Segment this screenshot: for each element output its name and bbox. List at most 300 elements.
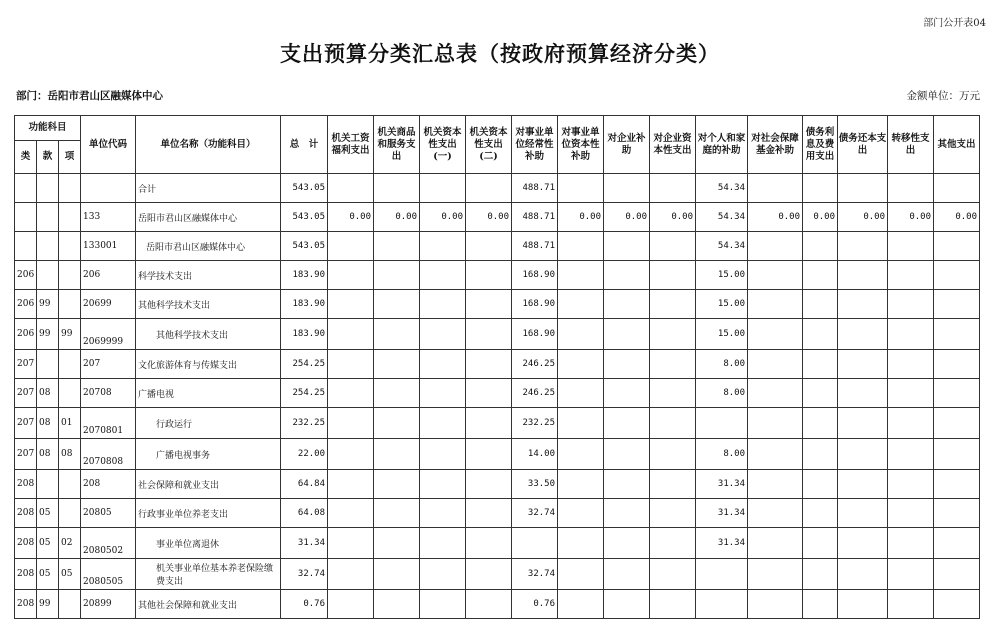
total-cell: 232.25 xyxy=(281,408,328,439)
value-cell xyxy=(650,290,696,319)
value-cell xyxy=(748,290,803,319)
table-row xyxy=(15,499,980,528)
column-header: 转移性支出 xyxy=(888,116,934,174)
value-cell: 0.00 xyxy=(888,203,934,232)
kuan-cell: 05 xyxy=(37,559,59,590)
value-cell xyxy=(420,379,466,408)
department-label: 部门：岳阳市君山区融媒体中心 xyxy=(16,90,163,102)
lei-cell: 206 xyxy=(15,261,37,290)
value-cell xyxy=(838,559,888,590)
value-cell xyxy=(558,408,604,439)
xiang-cell xyxy=(59,203,81,232)
table-row xyxy=(15,350,980,379)
value-cell xyxy=(748,499,803,528)
value-cell: 32.74 xyxy=(512,499,558,528)
kuan-cell xyxy=(37,261,59,290)
value-cell: 246.25 xyxy=(512,379,558,408)
value-cell xyxy=(748,350,803,379)
column-header: 机关资本性支出(一) xyxy=(420,116,466,174)
code-cell: 2070801 xyxy=(81,408,136,439)
value-cell xyxy=(328,499,374,528)
value-cell xyxy=(934,439,980,470)
value-cell xyxy=(803,408,838,439)
value-cell xyxy=(420,499,466,528)
value-cell xyxy=(374,379,420,408)
value-cell: 0.76 xyxy=(512,590,558,619)
value-cell xyxy=(803,439,838,470)
value-cell xyxy=(604,499,650,528)
value-cell xyxy=(888,261,934,290)
value-cell xyxy=(650,350,696,379)
value-cell xyxy=(934,290,980,319)
value-cell xyxy=(374,590,420,619)
value-cell: 0.00 xyxy=(420,203,466,232)
value-cell xyxy=(838,528,888,559)
value-cell xyxy=(374,499,420,528)
table-row xyxy=(15,261,980,290)
value-cell xyxy=(934,470,980,499)
value-cell xyxy=(420,174,466,203)
value-cell xyxy=(934,528,980,559)
xiang-cell xyxy=(59,261,81,290)
value-cell xyxy=(748,528,803,559)
value-cell xyxy=(803,174,838,203)
code-cell: 20699 xyxy=(81,290,136,319)
value-cell xyxy=(466,499,512,528)
value-cell: 33.50 xyxy=(512,470,558,499)
value-cell xyxy=(420,470,466,499)
value-cell xyxy=(328,232,374,261)
kuan-cell: 08 xyxy=(37,408,59,439)
kuan-cell: 08 xyxy=(37,439,59,470)
value-cell xyxy=(420,408,466,439)
value-cell xyxy=(803,232,838,261)
value-cell xyxy=(558,499,604,528)
value-cell xyxy=(888,499,934,528)
value-cell xyxy=(558,232,604,261)
total-cell: 543.05 xyxy=(281,232,328,261)
name-cell: 合计 xyxy=(136,174,281,203)
lei-cell: 207 xyxy=(15,379,37,408)
value-cell xyxy=(328,590,374,619)
value-cell: 0.00 xyxy=(558,203,604,232)
value-cell xyxy=(748,261,803,290)
page-title: 支出预算分类汇总表（按政府预算经济分类） xyxy=(280,41,720,66)
name-cell: 其他科学技术支出 xyxy=(136,319,281,350)
total-cell: 254.25 xyxy=(281,379,328,408)
value-cell xyxy=(748,408,803,439)
value-cell xyxy=(650,559,696,590)
lei-cell: 208 xyxy=(15,499,37,528)
value-cell: 0.00 xyxy=(604,203,650,232)
code-cell: 2080505 xyxy=(81,559,136,590)
value-cell xyxy=(558,174,604,203)
value-cell: 0.00 xyxy=(328,203,374,232)
value-cell xyxy=(374,470,420,499)
value-cell xyxy=(420,439,466,470)
value-cell xyxy=(888,470,934,499)
value-cell xyxy=(374,559,420,590)
value-cell xyxy=(604,379,650,408)
name-cell: 文化旅游体育与传媒支出 xyxy=(136,350,281,379)
name-cell: 机关事业单位基本养老保险缴费支出 xyxy=(136,559,281,590)
total-cell: 543.05 xyxy=(281,203,328,232)
value-cell xyxy=(558,290,604,319)
value-cell xyxy=(604,232,650,261)
value-cell xyxy=(838,590,888,619)
code-cell: 20899 xyxy=(81,590,136,619)
value-cell xyxy=(374,319,420,350)
value-cell xyxy=(374,350,420,379)
lei-cell: 206 xyxy=(15,319,37,350)
column-header: 对事业单位资本性补助 xyxy=(558,116,604,174)
value-cell xyxy=(650,379,696,408)
value-cell xyxy=(696,559,748,590)
value-cell xyxy=(803,379,838,408)
value-cell xyxy=(558,379,604,408)
xiang-cell: 05 xyxy=(59,559,81,590)
value-cell xyxy=(748,590,803,619)
kuan-cell xyxy=(37,350,59,379)
value-cell: 31.34 xyxy=(696,470,748,499)
value-cell xyxy=(838,261,888,290)
value-cell xyxy=(604,290,650,319)
value-cell xyxy=(888,350,934,379)
total-cell: 254.25 xyxy=(281,350,328,379)
value-cell xyxy=(838,290,888,319)
lei-header: 类 xyxy=(15,141,37,174)
functional-subject-header: 功能科目 xyxy=(15,116,81,141)
table-row xyxy=(15,379,980,408)
value-cell xyxy=(650,590,696,619)
value-cell xyxy=(558,559,604,590)
value-cell: 15.00 xyxy=(696,319,748,350)
name-cell: 行政运行 xyxy=(136,408,281,439)
value-cell xyxy=(888,290,934,319)
value-cell: 8.00 xyxy=(696,350,748,379)
value-cell xyxy=(374,174,420,203)
value-cell xyxy=(420,590,466,619)
column-header: 其他支出 xyxy=(934,116,980,174)
value-cell xyxy=(466,379,512,408)
value-cell xyxy=(838,470,888,499)
value-cell xyxy=(466,528,512,559)
xiang-header: 项 xyxy=(59,141,81,174)
lei-cell: 207 xyxy=(15,408,37,439)
value-cell xyxy=(328,350,374,379)
value-cell xyxy=(934,232,980,261)
table-row xyxy=(15,232,980,261)
code-cell: 2069999 xyxy=(81,319,136,350)
value-cell xyxy=(650,319,696,350)
value-cell: 14.00 xyxy=(512,439,558,470)
value-cell xyxy=(650,261,696,290)
column-header: 机关资本性支出(二) xyxy=(466,116,512,174)
name-cell: 广播电视 xyxy=(136,379,281,408)
value-cell xyxy=(328,470,374,499)
value-cell: 0.00 xyxy=(466,203,512,232)
value-cell xyxy=(748,439,803,470)
table-row xyxy=(15,470,980,499)
value-cell xyxy=(803,590,838,619)
value-cell xyxy=(466,439,512,470)
value-cell: 0.00 xyxy=(374,203,420,232)
value-cell: 488.71 xyxy=(512,232,558,261)
column-header: 对企业资本性支出 xyxy=(650,116,696,174)
code-cell: 2080502 xyxy=(81,528,136,559)
value-cell xyxy=(328,290,374,319)
value-cell xyxy=(803,350,838,379)
value-cell xyxy=(934,350,980,379)
value-cell xyxy=(696,590,748,619)
value-cell xyxy=(838,499,888,528)
value-cell: 15.00 xyxy=(696,261,748,290)
value-cell xyxy=(888,174,934,203)
value-cell xyxy=(466,408,512,439)
code-cell: 2070808 xyxy=(81,439,136,470)
value-cell: 0.00 xyxy=(748,203,803,232)
value-cell xyxy=(888,232,934,261)
value-cell xyxy=(558,439,604,470)
table-row xyxy=(15,408,980,439)
value-cell xyxy=(420,528,466,559)
value-cell xyxy=(558,590,604,619)
kuan-cell xyxy=(37,203,59,232)
value-cell xyxy=(803,528,838,559)
kuan-cell xyxy=(37,470,59,499)
value-cell xyxy=(934,499,980,528)
value-cell xyxy=(803,290,838,319)
value-cell xyxy=(604,590,650,619)
code-cell: 133001 xyxy=(81,232,136,261)
name-cell: 岳阳市君山区融媒体中心 xyxy=(136,203,281,232)
total-cell: 543.05 xyxy=(281,174,328,203)
value-cell xyxy=(650,499,696,528)
total-cell: 32.74 xyxy=(281,559,328,590)
value-cell xyxy=(420,350,466,379)
value-cell xyxy=(604,261,650,290)
total-cell: 64.84 xyxy=(281,470,328,499)
value-cell: 0.00 xyxy=(838,203,888,232)
total-cell: 183.90 xyxy=(281,319,328,350)
value-cell: 54.34 xyxy=(696,174,748,203)
value-cell: 8.00 xyxy=(696,439,748,470)
xiang-cell xyxy=(59,174,81,203)
column-header: 债务还本支出 xyxy=(838,116,888,174)
value-cell: 246.25 xyxy=(512,350,558,379)
table-row xyxy=(15,319,980,350)
column-header: 机关商品和服务支出 xyxy=(374,116,420,174)
value-cell: 0.00 xyxy=(650,203,696,232)
value-cell xyxy=(838,319,888,350)
code-cell: 133 xyxy=(81,203,136,232)
value-cell: 168.90 xyxy=(512,261,558,290)
value-cell xyxy=(748,470,803,499)
value-cell xyxy=(696,408,748,439)
value-cell xyxy=(466,232,512,261)
value-cell: 168.90 xyxy=(512,319,558,350)
name-cell: 社会保障和就业支出 xyxy=(136,470,281,499)
value-cell: 232.25 xyxy=(512,408,558,439)
kuan-cell xyxy=(37,174,59,203)
name-cell: 行政事业单位养老支出 xyxy=(136,499,281,528)
value-cell: 31.34 xyxy=(696,499,748,528)
value-cell xyxy=(604,319,650,350)
value-cell xyxy=(604,408,650,439)
value-cell xyxy=(888,439,934,470)
kuan-cell: 99 xyxy=(37,319,59,350)
value-cell xyxy=(803,559,838,590)
value-cell xyxy=(328,174,374,203)
value-cell xyxy=(888,559,934,590)
value-cell xyxy=(934,408,980,439)
value-cell xyxy=(838,232,888,261)
table-row xyxy=(15,439,980,470)
value-cell xyxy=(558,528,604,559)
value-cell xyxy=(558,350,604,379)
table-row xyxy=(15,528,980,559)
name-cell: 岳阳市君山区融媒体中心 xyxy=(136,232,281,261)
total-cell: 31.34 xyxy=(281,528,328,559)
value-cell xyxy=(604,528,650,559)
value-cell: 8.00 xyxy=(696,379,748,408)
value-cell: 15.00 xyxy=(696,290,748,319)
total-cell: 22.00 xyxy=(281,439,328,470)
kuan-header: 款 xyxy=(37,141,59,174)
value-cell xyxy=(748,559,803,590)
value-cell: 488.71 xyxy=(512,203,558,232)
column-header: 对个人和家庭的补助 xyxy=(696,116,748,174)
column-header: 对事业单位经常性补助 xyxy=(512,116,558,174)
value-cell: 0.00 xyxy=(803,203,838,232)
value-cell: 32.74 xyxy=(512,559,558,590)
value-cell xyxy=(420,261,466,290)
code-cell: 207 xyxy=(81,350,136,379)
form-tag: 部门公开表04 xyxy=(923,18,986,29)
value-cell xyxy=(558,470,604,499)
value-cell: 31.34 xyxy=(696,528,748,559)
value-cell xyxy=(374,439,420,470)
lei-cell: 207 xyxy=(15,350,37,379)
column-header: 债务利息及费用支出 xyxy=(803,116,838,174)
value-cell xyxy=(466,350,512,379)
kuan-cell xyxy=(37,232,59,261)
xiang-cell: 99 xyxy=(59,319,81,350)
value-cell xyxy=(650,232,696,261)
lei-cell: 208 xyxy=(15,528,37,559)
value-cell xyxy=(328,261,374,290)
lei-cell xyxy=(15,203,37,232)
value-cell xyxy=(420,559,466,590)
value-cell xyxy=(748,232,803,261)
unit-code-header: 单位代码 xyxy=(81,116,136,174)
unit-label: 金额单位：万元 xyxy=(906,90,980,102)
value-cell xyxy=(466,559,512,590)
value-cell: 0.00 xyxy=(934,203,980,232)
value-cell xyxy=(374,290,420,319)
value-cell xyxy=(420,290,466,319)
code-cell: 20805 xyxy=(81,499,136,528)
value-cell xyxy=(748,379,803,408)
value-cell xyxy=(466,470,512,499)
value-cell xyxy=(328,559,374,590)
value-cell xyxy=(604,350,650,379)
value-cell xyxy=(604,174,650,203)
value-cell xyxy=(650,408,696,439)
value-cell xyxy=(888,528,934,559)
value-cell xyxy=(803,499,838,528)
lei-cell xyxy=(15,174,37,203)
kuan-cell: 08 xyxy=(37,379,59,408)
value-cell xyxy=(748,174,803,203)
value-cell xyxy=(838,408,888,439)
column-header: 对企业补助 xyxy=(604,116,650,174)
xiang-cell: 08 xyxy=(59,439,81,470)
value-cell xyxy=(934,174,980,203)
value-cell xyxy=(934,590,980,619)
value-cell: 488.71 xyxy=(512,174,558,203)
column-header: 机关工资福利支出 xyxy=(328,116,374,174)
value-cell xyxy=(512,528,558,559)
value-cell xyxy=(650,528,696,559)
value-cell xyxy=(466,590,512,619)
xiang-cell: 01 xyxy=(59,408,81,439)
kuan-cell: 99 xyxy=(37,290,59,319)
value-cell xyxy=(466,319,512,350)
xiang-cell xyxy=(59,470,81,499)
xiang-cell xyxy=(59,350,81,379)
value-cell xyxy=(604,470,650,499)
value-cell xyxy=(934,559,980,590)
value-cell xyxy=(803,319,838,350)
lei-cell: 208 xyxy=(15,470,37,499)
value-cell xyxy=(934,379,980,408)
value-cell xyxy=(466,174,512,203)
name-cell: 其他社会保障和就业支出 xyxy=(136,590,281,619)
value-cell xyxy=(374,232,420,261)
value-cell xyxy=(803,261,838,290)
name-cell: 其他科学技术支出 xyxy=(136,290,281,319)
value-cell xyxy=(838,174,888,203)
value-cell xyxy=(558,261,604,290)
table-row xyxy=(15,290,980,319)
total-cell: 0.76 xyxy=(281,590,328,619)
table-row xyxy=(15,203,980,232)
value-cell xyxy=(934,261,980,290)
value-cell xyxy=(374,261,420,290)
value-cell xyxy=(838,379,888,408)
name-cell: 科学技术支出 xyxy=(136,261,281,290)
value-cell xyxy=(888,590,934,619)
total-cell: 183.90 xyxy=(281,261,328,290)
kuan-cell: 99 xyxy=(37,590,59,619)
xiang-cell xyxy=(59,499,81,528)
value-cell: 54.34 xyxy=(696,203,748,232)
lei-cell: 208 xyxy=(15,590,37,619)
value-cell xyxy=(328,439,374,470)
xiang-cell: 02 xyxy=(59,528,81,559)
value-cell xyxy=(888,319,934,350)
value-cell xyxy=(838,350,888,379)
code-cell: 206 xyxy=(81,261,136,290)
value-cell xyxy=(466,261,512,290)
xiang-cell xyxy=(59,232,81,261)
value-cell xyxy=(888,379,934,408)
value-cell xyxy=(748,319,803,350)
value-cell xyxy=(650,470,696,499)
value-cell xyxy=(604,559,650,590)
total-cell: 64.08 xyxy=(281,499,328,528)
